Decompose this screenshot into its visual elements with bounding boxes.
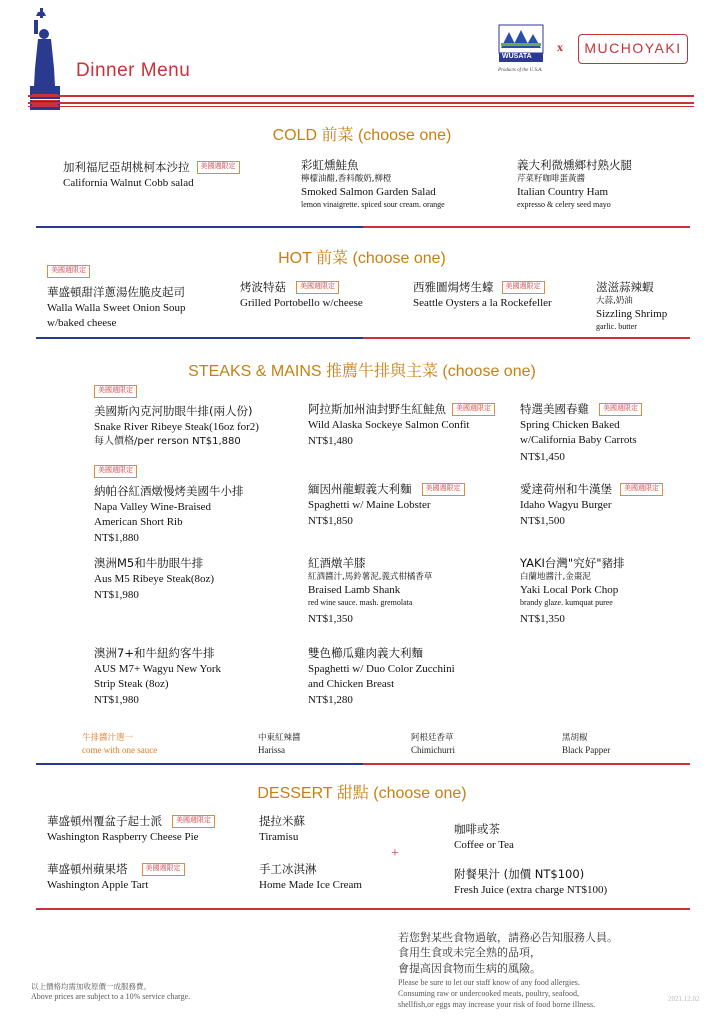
hot-item-2-en: Grilled Portobello w/cheese <box>240 297 363 309</box>
main-item-1 <box>94 382 259 449</box>
main-item-8-en-desc: red wine sauce. mash. gremolata <box>308 597 413 607</box>
wusata-tagline: Products of the U.S.A. <box>498 68 543 73</box>
hot-heading: HOT 前菜 (choose one) <box>278 250 446 267</box>
main-item-3-en: Spring Chicken Baked <box>520 419 620 431</box>
main-item-8-zh-desc: 紅酒醬汁,馬鈴薯泥,義式柑橘香草 <box>308 571 433 582</box>
limited-badge: 美國週限定 <box>620 483 663 495</box>
service-charge-zh: 以上價格均需加收原價一成服務費。 <box>31 982 151 991</box>
main-item-11-price: NT$1,280 <box>308 694 353 707</box>
main-item-11 <box>308 646 455 709</box>
limited-badge: 美國週限定 <box>172 815 215 827</box>
hot-item-3 <box>413 278 552 311</box>
hot-item-1-en: Walla Walla Sweet Onion Soup <box>47 301 186 314</box>
main-item-5 <box>308 480 465 530</box>
dessert-item-1-en: Washington Raspberry Cheese Pie <box>47 831 199 843</box>
divider-mains <box>36 763 690 765</box>
dessert-item-2-zh: 華盛頓州蘋果塔 <box>47 862 128 876</box>
limited-badge: 美國週限定 <box>296 281 339 293</box>
main-item-11-zh: 雙色櫛瓜雞肉義大利麵 <box>308 646 423 660</box>
main-item-9 <box>520 556 625 628</box>
sauce-option-1-zh: 中東紅辣醬 <box>258 733 301 743</box>
hot-item-4-en: Sizzling Shrimp <box>596 307 668 320</box>
main-item-7-price: NT$1,980 <box>94 588 139 601</box>
main-item-10 <box>94 646 221 709</box>
main-item-1-price: 每人價格/per rerson NT$1,880 <box>94 435 241 447</box>
sauce-option-3-zh: 黑胡椒 <box>562 733 588 743</box>
dessert-item-3 <box>259 814 305 845</box>
allergy-zh-line-2: 食用生食或未完全熟的品項， <box>398 946 541 960</box>
main-item-4-price: NT$1,880 <box>94 532 139 545</box>
limited-badge: 美國週限定 <box>94 385 137 397</box>
main-item-10-en2: Strip Steak (8oz) <box>94 677 169 690</box>
main-item-3-zh: 特選美國春雞 <box>520 402 589 416</box>
sauce-option-1-en: Harissa <box>258 745 285 756</box>
hot-item-1-en2: w/baked cheese <box>47 316 117 329</box>
main-item-8 <box>308 556 432 628</box>
hot-item-1 <box>47 262 186 331</box>
limited-badge: 美國週限定 <box>422 483 465 495</box>
hot-item-2-zh: 烤波特菇 <box>240 280 286 294</box>
cold-item-3-zh: 義大利微燻鄉村熟火腿 <box>517 158 632 172</box>
limited-badge: 美國週限定 <box>452 403 495 415</box>
sauce-option-3-en: Black Papper <box>562 745 611 756</box>
main-item-7-en: Aus M5 Ribeye Steak(8oz) <box>94 572 215 585</box>
dessert-item-4-zh: 手工冰淇淋 <box>259 862 317 876</box>
cold-item-2-en: Smoked Salmon Garden Salad <box>301 185 436 198</box>
allergy-en-line-3: shellfish,or eggs may increase your risk of food borne illness. <box>398 999 596 1009</box>
main-item-10-en: AUS M7+ Wagyu New York <box>94 662 222 675</box>
limited-badge: 美國週限定 <box>142 863 185 875</box>
main-item-10-zh: 澳洲7+和牛紐約客牛排 <box>94 646 215 660</box>
sauce-title-zh: 牛排醬汁選一 <box>82 733 134 743</box>
cold-item-1-zh: 加利福尼亞胡桃柯本沙拉 <box>63 160 190 174</box>
limited-badge: 美國週限定 <box>47 265 90 277</box>
cold-item-3-en-desc: expresso & celery seed mayo <box>517 199 611 209</box>
main-item-5-zh: 緬因州龍蝦義大利麵 <box>308 482 412 496</box>
sauce-title <box>82 733 157 757</box>
muchoyaki-brand: MUCHOYAKI <box>584 40 682 56</box>
main-item-8-zh: 紅酒燉羊膝 <box>308 556 366 570</box>
cold-item-1 <box>63 158 240 191</box>
dessert-item-4-en: Home Made Ice Cream <box>259 878 362 891</box>
allergy-notice <box>398 930 618 1011</box>
wusata-logo <box>498 24 544 80</box>
divider-hot <box>36 337 690 339</box>
dessert-item-1 <box>47 812 215 845</box>
allergy-zh-line-1: 若您對某些食物過敏，請務必告知服務人員。 <box>398 931 618 944</box>
main-item-7-zh: 澳洲M5和牛肋眼牛排 <box>94 556 204 570</box>
cold-item-3-zh-desc: 芹菜籽咖啡蛋黃醬 <box>517 173 586 184</box>
drink-2 <box>454 867 607 898</box>
dessert-item-2-en: Washington Apple Tart <box>47 879 149 891</box>
dessert-item-3-zh: 提拉米蘇 <box>259 814 305 828</box>
main-item-4-zh: 納帕谷紅酒燉慢烤美國牛小排 <box>94 484 244 498</box>
cold-item-2-zh-desc: 檸檬油醋,香料酸奶,柳橙 <box>301 173 392 184</box>
sauce-option-3 <box>562 733 610 757</box>
service-charge-note <box>31 982 190 1003</box>
allergy-zh-line-3: 會提高因食物而生病的風險。 <box>398 961 541 975</box>
main-item-3-price: NT$1,450 <box>520 450 565 463</box>
limited-badge: 美國週限定 <box>94 465 137 477</box>
service-charge-en: Above prices are subject to a 10% service charge. <box>31 992 191 1002</box>
drink-2-en: Fresh Juice (extra charge NT$100) <box>454 883 608 896</box>
limited-badge: 美國週限定 <box>197 161 240 173</box>
main-item-9-zh: YAKI台灣"究好"豬排 <box>520 556 625 570</box>
wusata-brand: WUSATA <box>502 53 532 60</box>
divider-dessert <box>36 908 690 910</box>
drink-1-en: Coffee or Tea <box>454 838 514 851</box>
main-item-2-price: NT$1,480 <box>308 435 353 448</box>
main-item-5-price: NT$1,850 <box>308 515 353 528</box>
dessert-item-3-en: Tiramisu <box>259 830 299 843</box>
collab-x: x <box>557 40 563 54</box>
header-stripes <box>28 95 694 109</box>
cold-heading: COLD 前菜 (choose one) <box>272 127 452 144</box>
main-item-6-price: NT$1,500 <box>520 515 565 528</box>
menu-date: 2021.12.02 <box>668 995 700 1003</box>
menu-title: Dinner Menu <box>76 60 191 81</box>
main-item-9-zh-desc: 白蘭地醬汁,金棗泥 <box>520 571 591 582</box>
hot-item-4-en-desc: garlic. butter <box>596 321 637 331</box>
main-item-2-en: Wild Alaska Sockeye Salmon Confit <box>308 419 470 431</box>
main-item-9-price: NT$1,350 <box>520 613 565 626</box>
main-item-11-en2: and Chicken Breast <box>308 677 395 690</box>
allergy-en-line-2: Consuming raw or undercooked meats, poultry, seafood, <box>398 988 579 998</box>
sauce-title-en: come with one sauce <box>82 745 158 756</box>
main-item-8-en: Braised Lamb Shank <box>308 583 401 596</box>
main-item-5-en: Spaghetti w/ Maine Lobster <box>308 499 431 511</box>
hot-item-4 <box>596 280 667 332</box>
main-item-4-en2: American Short Rib <box>94 515 183 528</box>
cold-item-2-zh: 彩虹燻鮭魚 <box>301 158 359 172</box>
sauce-option-2-zh: 阿根廷香草 <box>411 733 454 743</box>
cold-item-2-en-desc: lemon vinaigrette. spiced sour cream. orange <box>301 199 445 209</box>
main-item-8-price: NT$1,350 <box>308 613 353 626</box>
cold-item-1-en: California Walnut Cobb salad <box>63 177 194 189</box>
main-item-6-en: Idaho Wagyu Burger <box>520 499 612 511</box>
drink-2-zh: 附餐果汁 (加價 NT$100) <box>454 867 585 881</box>
main-item-4 <box>94 462 244 547</box>
sauce-option-2 <box>411 733 455 757</box>
main-item-6 <box>520 480 663 530</box>
allergy-en-line-1: Please be sure to let our staff know of any food allergies. <box>398 978 580 988</box>
hot-item-3-zh: 西雅圖焗烤生蠔 <box>413 280 494 294</box>
main-item-11-en: Spaghetti w/ Duo Color Zucchini <box>308 662 455 675</box>
hot-item-4-zh: 滋滋蒜辣蝦 <box>596 280 654 294</box>
main-item-4-en: Napa Valley Wine-Braised <box>94 500 212 513</box>
main-item-2-zh: 阿拉斯加州油封野生紅鮭魚 <box>308 402 446 416</box>
limited-badge: 美國週限定 <box>599 403 642 415</box>
cold-item-2 <box>301 158 445 210</box>
dessert-item-4 <box>259 862 362 893</box>
sauce-option-1 <box>258 733 301 757</box>
mains-heading: STEAKS & MAINS 推薦牛排與主菜 (choose one) <box>188 363 536 380</box>
sauce-option-2-en: Chimichurri <box>411 745 455 756</box>
hot-item-3-en: Seattle Oysters a la Rockefeller <box>413 297 552 309</box>
main-item-9-en-desc: brandy glaze. kumquat puree <box>520 597 613 607</box>
limited-badge: 美國週限定 <box>502 281 545 293</box>
main-item-7 <box>94 556 214 603</box>
divider-cold <box>36 226 690 228</box>
main-item-1-en: Snake River Ribeye Steak(16oz for2) <box>94 420 259 433</box>
main-item-6-zh: 愛達荷州和牛漢堡 <box>520 482 612 496</box>
main-item-10-price: NT$1,980 <box>94 694 139 707</box>
dessert-item-1-zh: 華盛頓州覆盆子起士派 <box>47 814 162 828</box>
hot-item-1-zh: 華盛頓甜洋蔥湯佐脆皮起司 <box>47 285 185 299</box>
main-item-3 <box>520 400 642 465</box>
muchoyaki-logo <box>578 34 688 64</box>
hot-item-2 <box>240 278 363 311</box>
drink-1-zh: 咖啡或茶 <box>454 822 500 836</box>
hot-item-4-zh-desc: 大蒜,奶油 <box>596 295 633 306</box>
cold-item-3 <box>517 158 632 210</box>
cold-item-3-en: Italian Country Ham <box>517 185 609 198</box>
plus-sign: + <box>391 846 399 861</box>
main-item-2 <box>308 400 495 450</box>
main-item-1-zh: 美國斯內克河肋眼牛排(兩人份) <box>94 404 253 418</box>
drink-1 <box>454 822 514 853</box>
main-item-3-en2: w/California Baby Carrots <box>520 434 637 447</box>
main-item-9-en: Yaki Local Pork Chop <box>520 583 619 596</box>
dessert-item-2 <box>47 860 185 893</box>
dessert-heading: DESSERT 甜點 (choose one) <box>257 785 467 802</box>
